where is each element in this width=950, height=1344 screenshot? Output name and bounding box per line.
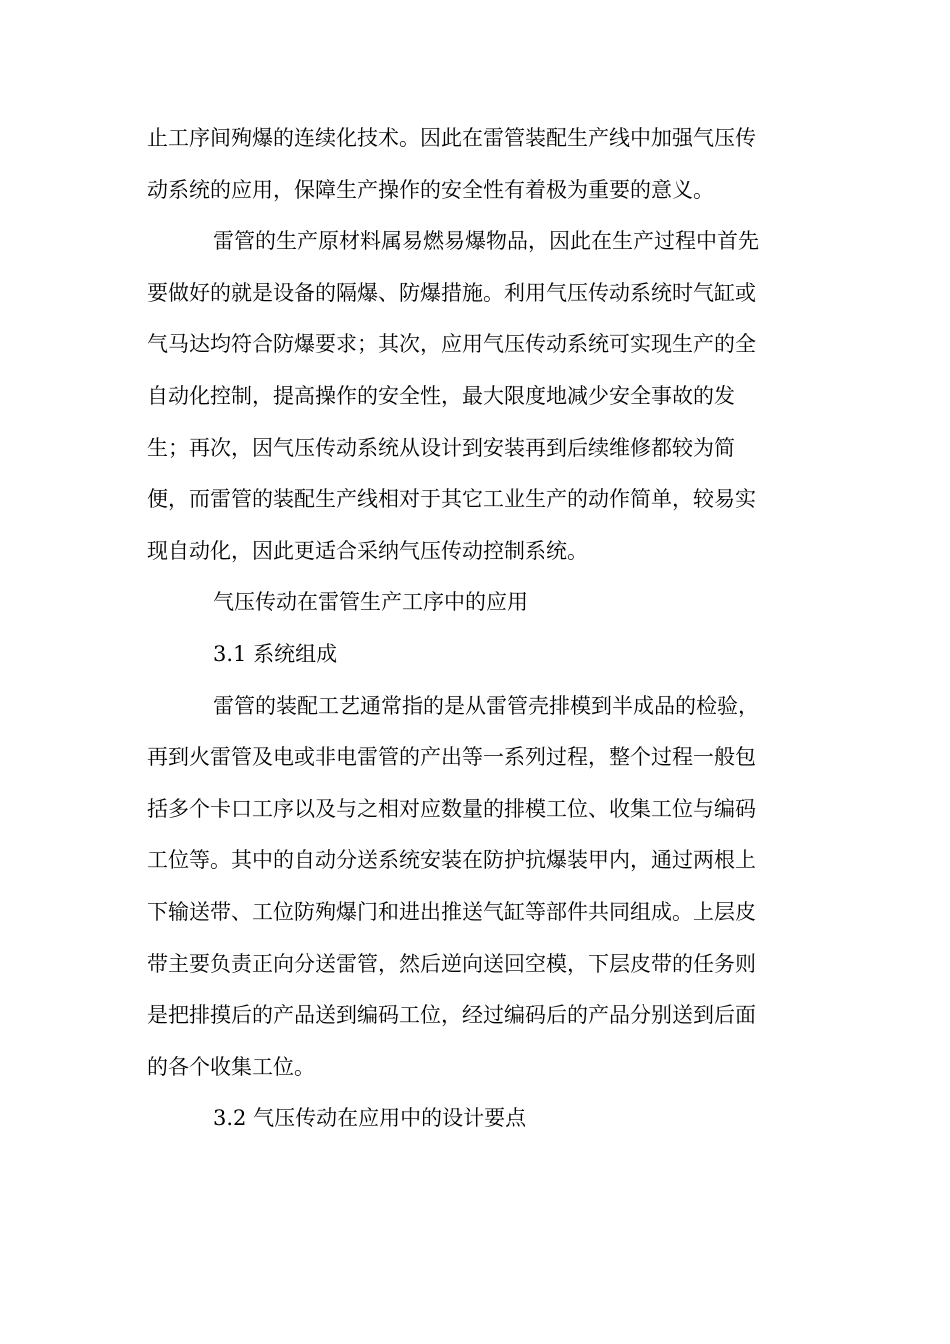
paragraph — [147, 681, 807, 1094]
section-heading-text: 气压传动在雷管生产工序中的应用 — [213, 590, 528, 615]
subsection-heading-text: 3.1 系统组成 — [213, 641, 338, 666]
text-line: 雷管的生产原材料属易燃易爆物品，因此在生产过程中首先 — [213, 229, 759, 254]
subsection-heading — [147, 629, 807, 681]
text-line: 雷管的装配工艺通常指的是从雷管壳排模到半成品的检验， — [213, 693, 759, 718]
text-line: 动系统的应用，保障生产操作的安全性有着极为重要的意义。 — [147, 177, 714, 202]
text-line: 便，而雷管的装配生产线相对于其它工业生产的动作简单，较易实 — [147, 487, 756, 512]
text-line: 括多个卡口工序以及与之相对应数量的排模工位、收集工位与编码 — [147, 796, 756, 821]
section-heading — [147, 577, 807, 629]
subsection-heading — [147, 1093, 807, 1145]
subsection-heading-text: 3.2 气压传动在应用中的设计要点 — [213, 1106, 527, 1131]
text-line: 是把排摸后的产品送到编码工位，经过编码后的产品分别送到后面 — [147, 1003, 756, 1028]
paragraph — [147, 113, 807, 216]
text-line: 生；再次，因气压传动系统从设计到安装再到后续维修都较为简 — [147, 435, 735, 460]
text-line: 的各个收集工位。 — [147, 1054, 315, 1079]
text-line: 工位等。其中的自动分送系统安装在防护抗爆装甲内，通过两根上 — [147, 848, 756, 873]
paragraph — [147, 216, 807, 577]
text-line: 现自动化，因此更适合采纳气压传动控制系统。 — [147, 538, 588, 563]
text-line: 要做好的就是设备的隔爆、防爆措施。利用气压传动系统时气缸或 — [147, 280, 756, 305]
document-body — [147, 113, 807, 1145]
text-line: 带主要负责正向分送雷管，然后逆向送回空模，下层皮带的任务则 — [147, 951, 756, 976]
text-line: 自动化控制，提高操作的安全性，最大限度地减少安全事故的发 — [147, 383, 735, 408]
text-line: 止工序间殉爆的连续化技术。因此在雷管装配生产线中加强气压传 — [147, 126, 756, 150]
text-line: 下输送带、工位防殉爆门和进出推送气缸等部件共同组成。上层皮 — [147, 899, 756, 924]
text-line: 气马达均符合防爆要求；其次，应用气压传动系统可实现生产的全 — [147, 332, 756, 357]
text-line: 再到火雷管及电或非电雷管的产出等一系列过程，整个过程一般包 — [147, 745, 756, 770]
